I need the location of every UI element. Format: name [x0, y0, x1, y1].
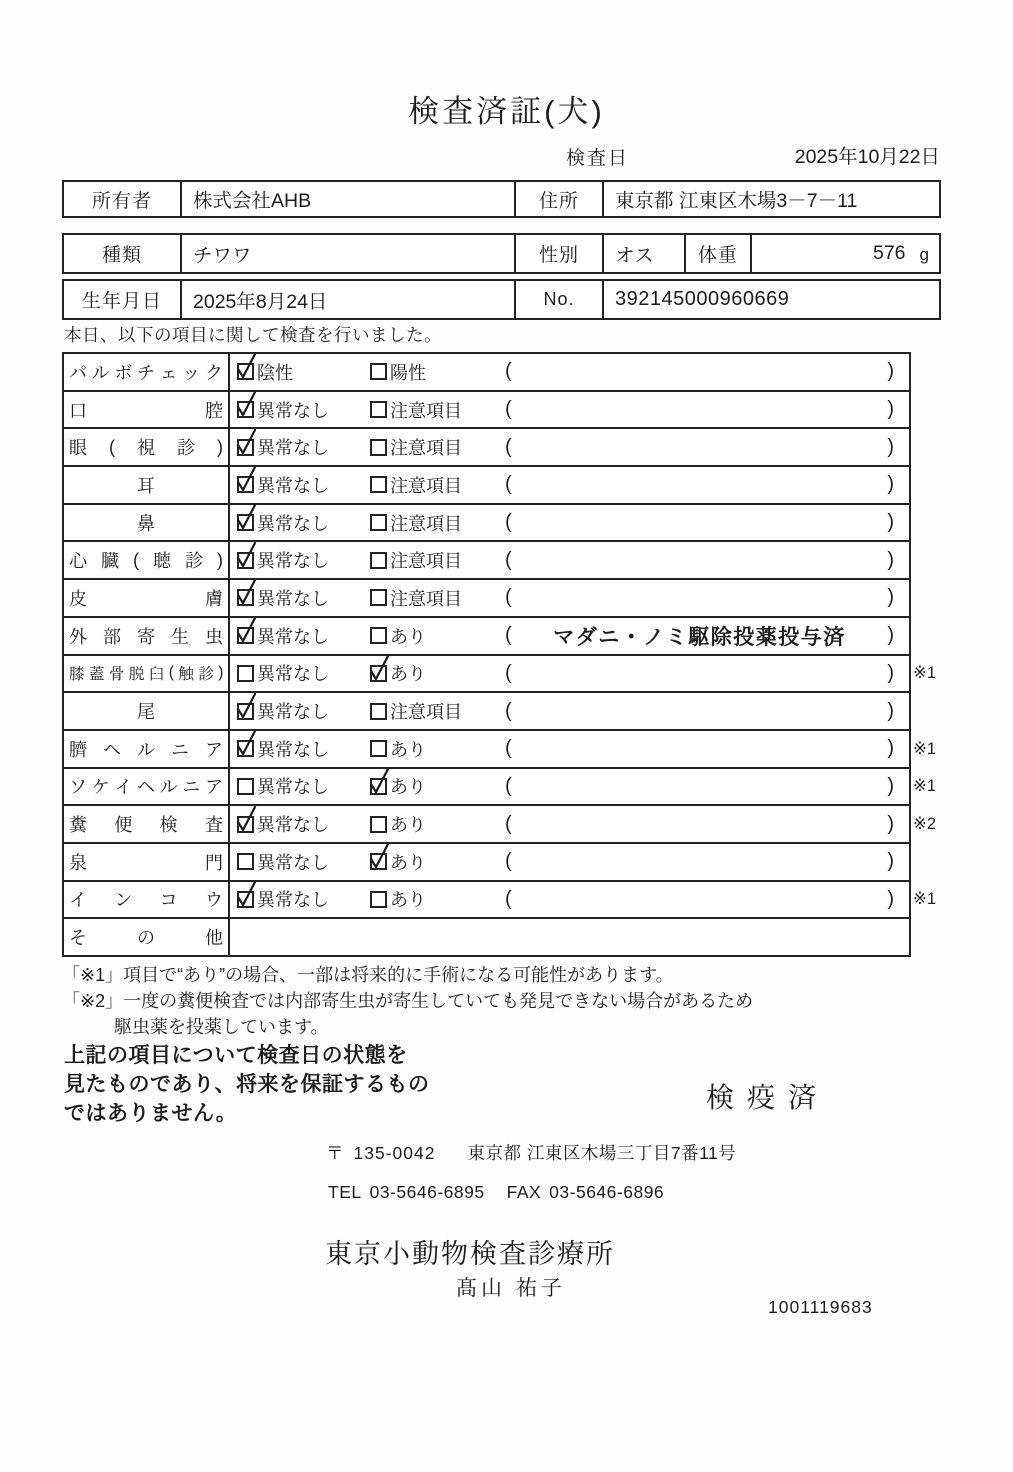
checkbox-icon [370, 589, 387, 606]
exam-option-2 [363, 429, 501, 465]
close-paren: ) [887, 360, 894, 383]
close-paren: ) [887, 511, 894, 534]
checkbox-icon [237, 703, 254, 720]
exam-table-row [64, 769, 937, 807]
exam-table-row [64, 580, 909, 618]
exam-option-1-label: 異常なし [257, 438, 329, 459]
exam-option-1-label: 異常なし [257, 513, 329, 534]
exam-results-table [62, 352, 937, 957]
postal-mark-icon: 〒 [326, 1143, 344, 1163]
page-title: 検査済証(犬) [408, 94, 605, 129]
checkbox-icon [370, 552, 387, 569]
check-mark-icon [235, 616, 258, 645]
exam-comment [501, 693, 909, 729]
exam-option-2-label: 注意項目 [390, 513, 462, 534]
exam-option-1-label: 異常なし [257, 815, 329, 836]
weight-unit: g [919, 245, 929, 264]
owner-address: 東京都 江東区木場3－7－11 [602, 182, 939, 216]
breed-label: 種類 [101, 245, 142, 266]
exam-table-row [64, 919, 909, 957]
exam-option-2-label: 注意項目 [390, 438, 462, 459]
open-paren: ( [505, 737, 512, 760]
check-mark-icon [235, 692, 258, 721]
close-paren: ) [887, 624, 894, 647]
checkbox-icon [237, 401, 254, 418]
exam-option-1 [230, 656, 363, 692]
check-mark-icon [235, 390, 258, 419]
exam-comment [501, 467, 909, 503]
exam-item-label: ソ ケ イ ヘ ル ニ ア [64, 769, 230, 805]
exam-option-2 [363, 542, 501, 578]
check-mark-icon [235, 465, 258, 494]
exam-option-2 [363, 731, 501, 767]
exam-option-2-label: あり [390, 852, 426, 873]
close-paren: ) [887, 435, 894, 458]
close-paren: ) [887, 586, 894, 609]
exam-table-row [64, 354, 909, 392]
exam-comment [501, 844, 909, 880]
open-paren: ( [505, 699, 512, 722]
check-mark-icon [235, 352, 258, 381]
exam-option-2 [363, 618, 501, 654]
checkbox-icon [370, 665, 387, 682]
exam-item-label: イ ン コ ウ [64, 882, 230, 918]
weight-label: 体重 [684, 235, 750, 272]
exam-option-2 [363, 806, 501, 842]
veterinarian-name: 髙山 祐子 [456, 1277, 566, 1300]
checkbox-icon [370, 703, 387, 720]
exam-table-row [64, 882, 937, 920]
exam-item-label: 膝 蓋 骨 脱 臼 ( 触 診 ) [64, 656, 230, 692]
pet-info-table [62, 233, 941, 274]
exam-comment [501, 882, 909, 918]
checkbox-icon [237, 816, 254, 833]
exam-comment [501, 580, 909, 616]
exam-table-row [64, 618, 909, 656]
exam-item-label: パ ル ボ チ ェ ッ ク [64, 354, 230, 390]
exam-option-1 [230, 769, 363, 805]
exam-table-row [64, 505, 909, 543]
disclaimer-line: 見たものであり、将来を保証するもの [64, 1073, 430, 1096]
check-mark-icon [368, 842, 391, 871]
close-paren: ) [887, 398, 894, 421]
intro-text: 本日、以下の項目に関して検査を行いました。 [64, 325, 442, 345]
checkbox-icon [370, 401, 387, 418]
exam-comment [501, 392, 909, 428]
exam-option-1 [230, 806, 363, 842]
close-paren: ) [887, 699, 894, 722]
exam-comment [501, 429, 909, 465]
check-mark-icon [368, 767, 391, 796]
checkbox-icon [237, 552, 254, 569]
exam-item-label: 眼 ( 視 診 ) [64, 429, 230, 465]
checkbox-icon [370, 853, 387, 870]
close-paren: ) [887, 887, 894, 910]
exam-item-label: 皮 膚 [64, 580, 230, 616]
checkbox-icon [237, 363, 254, 380]
exam-date-label: 検査日 [566, 148, 630, 169]
sex-label: 性別 [514, 235, 602, 272]
exam-comment [501, 731, 909, 767]
exam-option-2-label: 注意項目 [390, 702, 462, 723]
exam-option-2 [363, 505, 501, 541]
exam-option-2-label: あり [390, 664, 426, 685]
exam-option-2 [363, 769, 501, 805]
footnote-line: 「※2」一度の糞便検査では内部寄生虫が寄生していても発見できない場合があるため [62, 991, 754, 1011]
close-paren: ) [887, 850, 894, 873]
exam-item-label: 耳 [64, 467, 230, 503]
exam-option-1 [230, 882, 363, 918]
exam-option-2-label: 注意項目 [390, 551, 462, 572]
exam-table-row [64, 429, 909, 467]
disclaimer-text [64, 1041, 430, 1128]
exam-comment [501, 542, 909, 578]
footnote-ref: ※1 [913, 777, 937, 796]
exam-item-label: 口 腔 [64, 392, 230, 428]
check-mark-icon [235, 805, 258, 834]
exam-option-2 [363, 693, 501, 729]
exam-option-1 [230, 505, 363, 541]
exam-option-2 [363, 882, 501, 918]
checkbox-icon [370, 816, 387, 833]
exam-item-label: そ の 他 [64, 919, 230, 955]
exam-comment [501, 806, 909, 842]
footnote-ref: ※1 [913, 890, 937, 909]
checkbox-icon [237, 439, 254, 456]
checkbox-icon [237, 476, 254, 493]
exam-option-1-label: 異常なし [257, 551, 329, 572]
clinic-name: 東京小動物検査診療所 [325, 1239, 615, 1269]
footnote-line: 「※1」項目で“あり”の場合、一部は将来的に手術になる可能性があります。 [62, 965, 674, 985]
checkbox-icon [237, 740, 254, 757]
exam-option-2 [363, 844, 501, 880]
exam-item-label: 糞 便 検 査 [64, 806, 230, 842]
exam-option-1-label: 異常なし [257, 777, 329, 798]
exam-option-1-label: 異常なし [257, 475, 329, 496]
check-mark-icon [235, 880, 258, 909]
postal-code: 135-0042 [353, 1143, 436, 1163]
checkbox-icon [237, 853, 254, 870]
quarantine-stamp: 検疫済 [706, 1082, 830, 1113]
exam-table-row [64, 731, 937, 769]
disclaimer-line: 上記の項目について検査日の状態を [64, 1044, 408, 1067]
exam-comment-text: マダニ・ノミ駆除投薬投与済 [553, 625, 846, 649]
exam-option-1-label: 異常なし [257, 400, 329, 421]
birthdate-value: 2025年8月24日 [180, 281, 514, 318]
exam-table-row [64, 467, 909, 505]
sex-value: オス [602, 235, 684, 272]
exam-option-1-label: 異常なし [257, 852, 329, 873]
check-mark-icon [368, 654, 391, 683]
open-paren: ( [505, 473, 512, 496]
checkbox-icon [370, 740, 387, 757]
exam-option-1 [230, 844, 363, 880]
owner-name: 株式会社AHB [180, 182, 514, 216]
fax-label: FAX [506, 1182, 542, 1202]
fax-number: 03-5646-6896 [549, 1182, 665, 1202]
open-paren: ( [505, 850, 512, 873]
exam-option-1-label: 異常なし [257, 890, 329, 911]
checkbox-icon [370, 476, 387, 493]
exam-option-1 [230, 919, 363, 955]
exam-option-1 [230, 580, 363, 616]
exam-comment [501, 656, 909, 692]
clinic-address: 東京都 江東区木場三丁目7番11号 [467, 1143, 737, 1163]
checkbox-icon [370, 363, 387, 380]
clinic-tel-line [328, 1182, 664, 1203]
exam-option-1 [230, 392, 363, 428]
exam-option-2-label: 注意項目 [390, 475, 462, 496]
exam-option-1 [230, 693, 363, 729]
exam-table-row [64, 844, 909, 882]
exam-item-label: 外 部 寄 生 虫 [64, 618, 230, 654]
check-mark-icon [235, 503, 258, 532]
exam-option-1-label: 異常なし [257, 664, 329, 685]
exam-option-1 [230, 429, 363, 465]
exam-option-2-label: あり [390, 626, 426, 647]
close-paren: ) [887, 774, 894, 797]
exam-option-2-label: 陽性 [390, 362, 426, 383]
open-paren: ( [505, 624, 512, 647]
exam-option-1-label: 異常なし [257, 702, 329, 723]
footnote-ref: ※2 [913, 815, 937, 834]
check-mark-icon [235, 541, 258, 570]
open-paren: ( [505, 661, 512, 684]
checkbox-icon [237, 627, 254, 644]
open-paren: ( [505, 360, 512, 383]
exam-item-label: 泉 門 [64, 844, 230, 880]
exam-option-2-label: 注意項目 [390, 588, 462, 609]
disclaimer-line: ではありません。 [64, 1102, 238, 1125]
footnotes [62, 962, 753, 1040]
exam-table-row [64, 806, 937, 844]
exam-date-value: 2025年10月22日 [794, 146, 940, 168]
exam-table-row [64, 392, 909, 430]
exam-option-2-label: あり [390, 777, 426, 798]
close-paren: ) [887, 548, 894, 571]
open-paren: ( [505, 511, 512, 534]
exam-table-row [64, 656, 937, 694]
owner-address-label: 住所 [514, 182, 602, 216]
no-value: 392145000960669 [602, 281, 939, 318]
exam-option-1 [230, 542, 363, 578]
exam-option-2 [363, 392, 501, 428]
exam-option-2 [363, 354, 501, 390]
exam-option-1-label: 異常なし [257, 739, 329, 760]
exam-item-label: 尾 [64, 693, 230, 729]
clinic-postal-line [326, 1140, 736, 1165]
serial-number: 1001119683 [768, 1297, 873, 1317]
checkbox-icon [370, 891, 387, 908]
exam-option-2-label: あり [390, 815, 426, 836]
pet-id-table [62, 279, 941, 320]
exam-table-row [64, 542, 909, 580]
exam-option-2 [363, 580, 501, 616]
exam-option-1-label: 異常なし [257, 626, 329, 647]
open-paren: ( [505, 398, 512, 421]
weight-value-cell [750, 235, 939, 272]
exam-option-1-label: 異常なし [257, 588, 329, 609]
no-label: No. [514, 281, 602, 318]
exam-item-label: 鼻 [64, 505, 230, 541]
exam-option-2-label: あり [390, 890, 426, 911]
exam-option-2-label: 注意項目 [390, 400, 462, 421]
exam-option-2 [363, 467, 501, 503]
open-paren: ( [505, 435, 512, 458]
exam-comment [501, 618, 909, 654]
exam-option-2-label: あり [390, 739, 426, 760]
footnote-line: 駆虫薬を投薬しています。 [114, 1017, 329, 1037]
checkbox-icon [370, 627, 387, 644]
exam-option-1-label: 陰性 [257, 362, 293, 383]
exam-option-1 [230, 467, 363, 503]
birthdate-label: 生年月日 [81, 291, 162, 312]
open-paren: ( [505, 774, 512, 797]
exam-option-2 [363, 656, 501, 692]
exam-item-label: 臍 ヘ ル ニ ア [64, 731, 230, 767]
checkbox-icon [370, 514, 387, 531]
exam-option-1 [230, 618, 363, 654]
footnote-ref: ※1 [913, 664, 937, 683]
tel-label: TEL [328, 1182, 362, 1202]
checkbox-icon [237, 778, 254, 795]
exam-option-2 [363, 919, 501, 955]
owner-label: 所有者 [91, 190, 152, 212]
exam-item-label: 心 臓 ( 聴 診 ) [64, 542, 230, 578]
exam-option-1 [230, 354, 363, 390]
close-paren: ) [887, 812, 894, 835]
exam-comment [501, 769, 909, 805]
close-paren: ) [887, 473, 894, 496]
checkbox-icon [370, 778, 387, 795]
exam-comment [501, 919, 909, 955]
checkbox-icon [237, 589, 254, 606]
open-paren: ( [505, 586, 512, 609]
check-mark-icon [235, 578, 258, 607]
open-paren: ( [505, 887, 512, 910]
weight-value: 576 [872, 242, 906, 264]
exam-comment [501, 354, 909, 390]
exam-comment [501, 505, 909, 541]
close-paren: ) [887, 661, 894, 684]
exam-table-row [64, 693, 909, 731]
tel-number: 03-5646-6895 [369, 1182, 485, 1202]
open-paren: ( [505, 548, 512, 571]
owner-table [62, 180, 941, 218]
footnote-ref: ※1 [913, 739, 937, 758]
check-mark-icon [235, 428, 258, 457]
close-paren: ) [887, 737, 894, 760]
breed-value: チワワ [180, 235, 514, 272]
checkbox-icon [237, 891, 254, 908]
open-paren: ( [505, 812, 512, 835]
check-mark-icon [235, 729, 258, 758]
checkbox-icon [370, 439, 387, 456]
checkbox-icon [237, 514, 254, 531]
exam-option-1 [230, 731, 363, 767]
checkbox-icon [237, 665, 254, 682]
